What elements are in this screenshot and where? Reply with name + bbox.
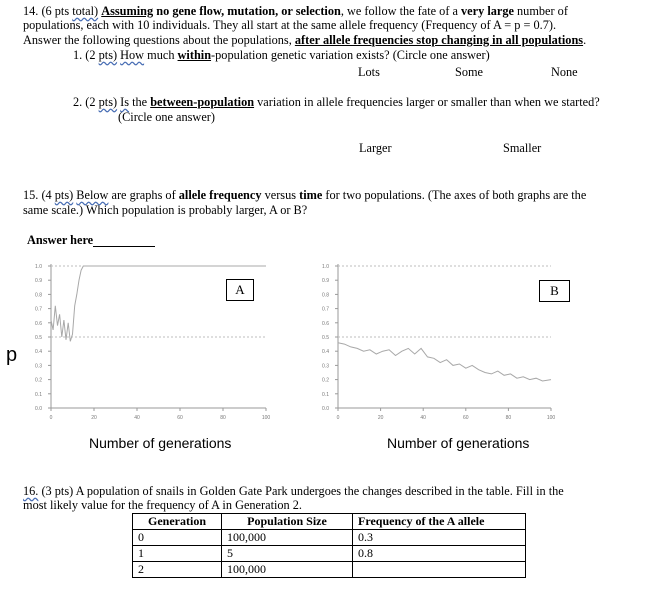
y-tick-label-a: 0.4 <box>35 349 42 356</box>
q14-line1: 14. (6 pts total) Assuming no gene flow, mutation, or selection, we follow the fate of a very large number of <box>23 4 568 18</box>
generation-table <box>132 513 526 578</box>
series-line-b <box>338 343 551 381</box>
x-tick-label-b: 80 <box>505 415 512 421</box>
x-tick-label-b: 40 <box>420 415 426 421</box>
y-tick-label-b: 0.5 <box>322 335 329 341</box>
x-axis-label-a: Number of generations <box>89 435 232 451</box>
y-tick-label-b: 0.1 <box>322 391 329 398</box>
option-larger[interactable]: Larger <box>359 141 392 155</box>
chart-b-plot <box>322 264 555 421</box>
table-row <box>133 546 526 562</box>
q14-sub2-line2: (Circle one answer) <box>118 110 215 124</box>
q15-line1: 15. (4 pts) Below are graphs of allele frequency versus time for two populations. (The axes of both graphs are the <box>23 188 587 202</box>
x-tick-label-b: 60 <box>463 415 469 421</box>
y-tick-label-a: 0.3 <box>35 363 42 370</box>
y-tick-label-b: 0.4 <box>322 349 329 356</box>
y-tick-label-b: 0.3 <box>322 363 329 370</box>
header-frequency: Frequency of the A allele <box>353 514 526 530</box>
cell-frequency: 0.3 <box>353 530 526 546</box>
table-row <box>133 562 526 578</box>
q15-line2: same scale.) Which population is probably larger, A or B? <box>23 203 308 217</box>
y-tick-label-a: 0.7 <box>35 306 42 313</box>
option-lots[interactable]: Lots <box>358 65 380 79</box>
y-tick-label-b: 0.8 <box>322 292 329 299</box>
y-tick-label-b: 0.0 <box>322 406 329 412</box>
y-tick-label-a: 0.2 <box>35 377 42 384</box>
y-tick-label-a: 1.0 <box>35 264 42 270</box>
y-tick-label-a: 0.9 <box>35 278 42 285</box>
q14-line2: populations, each with 10 individuals. They all start at the same allele frequency (Frequency of A = p = 0.7). <box>23 18 557 32</box>
cell-frequency-blank[interactable] <box>353 562 526 578</box>
option-some[interactable]: Some <box>455 65 484 79</box>
q14-line3: Answer the following questions about the populations, after allele frequencies stop changing in all populations. <box>23 33 587 47</box>
x-tick-label-b: 0 <box>336 415 340 421</box>
x-tick-label-b: 20 <box>377 415 384 421</box>
cell-population: 100,000 <box>222 530 353 546</box>
x-axis-label-b: Number of generations <box>387 435 530 451</box>
y-tick-label-a: 0.6 <box>35 320 42 327</box>
y-tick-label-b: 1.0 <box>322 264 329 270</box>
series-line-a <box>51 266 266 341</box>
y-tick-label-b: 0.2 <box>322 377 329 384</box>
q16-line1: 16. (3 pts) A population of snails in Golden Gate Park undergoes the changes described in the table. Fill in the <box>23 484 564 498</box>
cell-frequency: 0.8 <box>353 546 526 562</box>
y-tick-label-b: 0.6 <box>322 320 329 327</box>
x-tick-label-a: 80 <box>220 415 226 421</box>
q16-line2: most likely value for the frequency of A in Generation 2. <box>23 498 302 512</box>
y-tick-label-a: 0.8 <box>35 292 42 299</box>
q14-sub2: 2. (2 pts) Is the between-population variation in allele frequencies larger or smaller than when we started? <box>73 95 600 109</box>
graph-a-label: A <box>226 279 254 301</box>
y-tick-label-b: 0.9 <box>322 278 329 285</box>
y-tick-label-b: 0.7 <box>322 306 329 313</box>
x-tick-label-b: 100 <box>546 415 556 421</box>
y-tick-label-a: 0.0 <box>35 406 42 412</box>
cell-population: 5 <box>222 546 353 562</box>
cell-population: 100,000 <box>222 562 353 578</box>
y-axis-label: p <box>6 344 18 366</box>
header-population-size: Population Size <box>222 514 353 530</box>
table-row <box>133 530 526 546</box>
cell-generation: 0 <box>133 530 222 546</box>
header-generation: Generation <box>133 514 222 530</box>
table-header-row <box>133 514 526 530</box>
x-tick-label-a: 100 <box>261 415 271 421</box>
cell-generation: 2 <box>133 562 222 578</box>
x-tick-label-a: 40 <box>134 415 140 421</box>
x-tick-label-a: 0 <box>49 415 53 421</box>
option-none[interactable]: None <box>551 65 578 79</box>
cell-generation: 1 <box>133 546 222 562</box>
x-tick-label-a: 20 <box>91 415 97 421</box>
x-tick-label-a: 60 <box>177 415 183 421</box>
y-tick-label-a: 0.5 <box>35 335 42 341</box>
answer-here: Answer here <box>27 233 155 247</box>
y-tick-label-a: 0.1 <box>35 391 42 398</box>
graph-b-label: B <box>539 280 570 302</box>
q14-sub1: 1. (2 pts) How much within-population genetic variation exists? (Circle one answer) <box>73 48 490 62</box>
option-smaller[interactable]: Smaller <box>503 141 542 155</box>
